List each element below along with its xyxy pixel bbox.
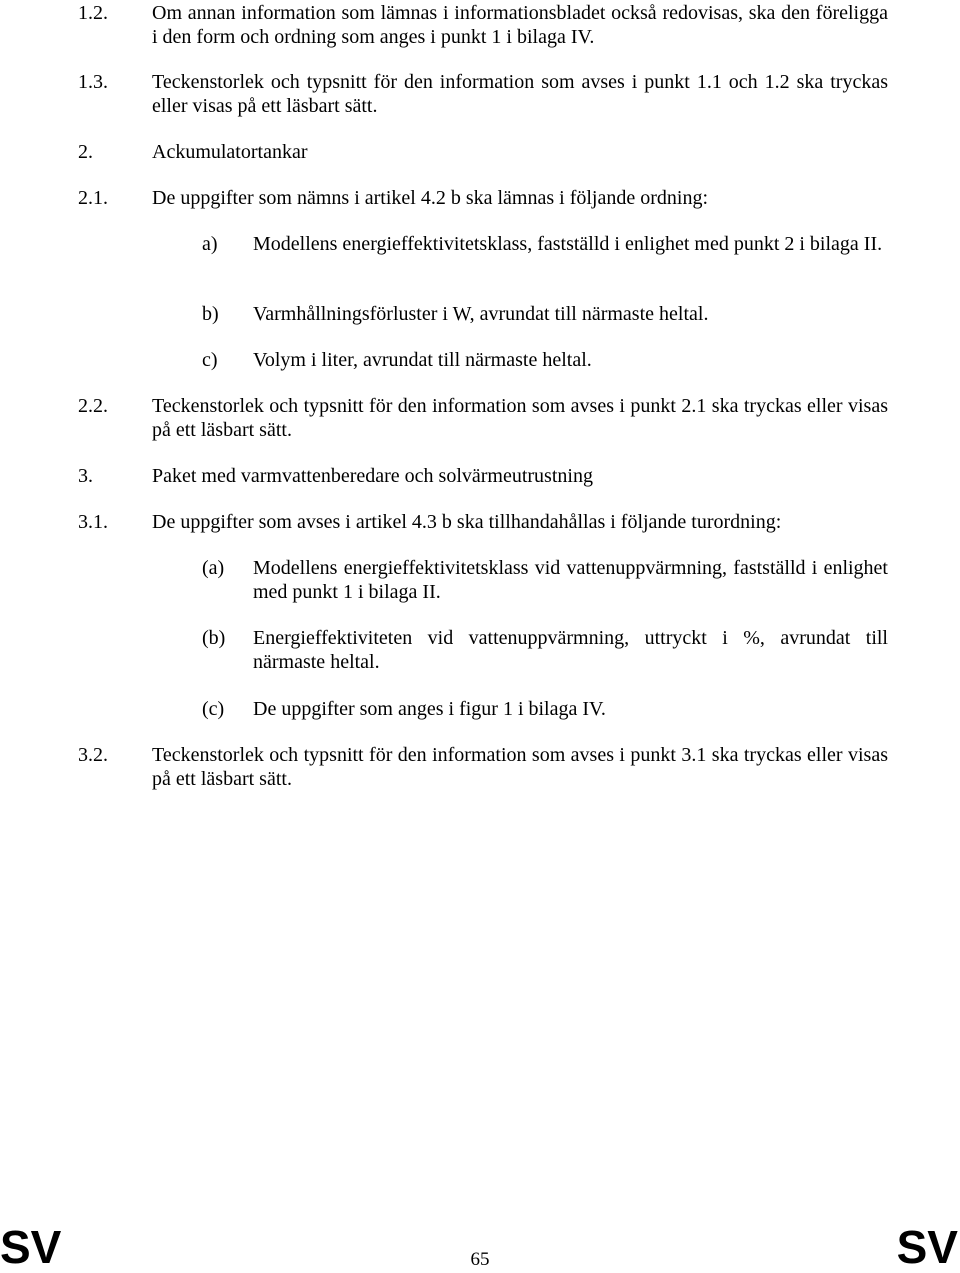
list-item-text: Modellens energieffektivitetsklass, fastställd i enlighet med punkt 2 i bilaga II. — [253, 233, 883, 255]
list-item-text: Modellens energieffektivitetsklass vid vattenuppvärmning, fastställd i enlighet med punkt 1 i bilaga II. — [253, 557, 888, 603]
section-number: 2.1. — [78, 187, 108, 209]
section-number: 3.2. — [78, 744, 108, 766]
list-item-label: b) — [202, 303, 219, 325]
section-number: 1.2. — [78, 2, 108, 24]
list-item-label: (b) — [202, 627, 226, 649]
list-item-text: Energieffektiviteten vid vattenuppvärmning, uttryckt i %, avrundat till närmaste heltal. — [253, 627, 888, 673]
section-text: Teckenstorlek och typsnitt för den information som avses i punkt 3.1 ska tryckas eller visas på ett läsbart sätt. — [152, 744, 888, 790]
section-number: 3. — [78, 465, 93, 487]
list-item-label: c) — [202, 349, 218, 371]
list-item-label: (a) — [202, 557, 225, 579]
list-item-text: Varmhållningsförluster i W, avrundat till närmaste heltal. — [253, 303, 709, 325]
section-text: De uppgifter som nämns i artikel 4.2 b ska lämnas i följande ordning: — [152, 187, 708, 209]
list-item-label: (c) — [202, 698, 225, 720]
list-item-text: Volym i liter, avrundat till närmaste heltal. — [253, 349, 592, 371]
footer-language-code-left: SV — [0, 1221, 62, 1273]
footer-language-code-right: SV — [896, 1221, 958, 1273]
page-number: 65 — [470, 1249, 490, 1270]
section-number: 1.3. — [78, 71, 108, 93]
list-item-text: De uppgifter som anges i figur 1 i bilaga IV. — [253, 698, 606, 720]
section-text: Teckenstorlek och typsnitt för den information som avses i punkt 1.1 och 1.2 ska tryckas eller visas på ett läsbart sätt. — [152, 71, 888, 117]
section-number: 2. — [78, 141, 93, 163]
section-number: 3.1. — [78, 511, 108, 533]
section-heading: Paket med varmvattenberedare och solvärmeutrustning — [152, 465, 593, 487]
section-text: Teckenstorlek och typsnitt för den information som avses i punkt 2.1 ska tryckas eller visas på ett läsbart sätt. — [152, 395, 888, 441]
section-text: De uppgifter som avses i artikel 4.3 b ska tillhandahållas i följande turordning: — [152, 511, 782, 533]
section-heading: Ackumulatortankar — [152, 141, 308, 163]
section-number: 2.2. — [78, 395, 108, 417]
list-item-label: a) — [202, 233, 218, 255]
section-text: Om annan information som lämnas i informationsbladet också redovisas, ska den föreligga i den form och ordning som anges i punkt 1 i bilaga IV. — [152, 2, 888, 48]
